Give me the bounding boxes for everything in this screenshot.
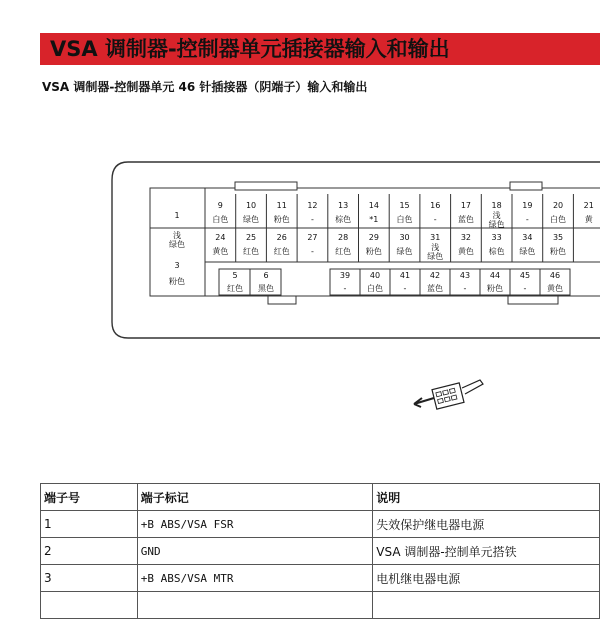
pin-number: 26 (276, 233, 287, 242)
pin-color: 白色 (396, 215, 413, 224)
pin-color: *1 (369, 215, 379, 224)
plug-cable (462, 380, 483, 394)
cell-description: 失效保护继电器电源 (373, 511, 600, 538)
cell-pin-label: +B ABS/VSA MTR (137, 565, 372, 592)
pin-number: 16 (430, 201, 441, 210)
pin-number: 44 (489, 271, 501, 280)
header-pin-label: 端子标记 (137, 484, 372, 511)
pin-color: 蓝色 (427, 284, 443, 293)
pin-number: 39 (339, 271, 351, 280)
pin-color: - (311, 215, 314, 224)
latch-tab (508, 296, 558, 304)
pin-number: 24 (215, 233, 226, 242)
latch-tab (510, 182, 542, 190)
pin-color: 红色 (227, 284, 243, 293)
page-title-bar (40, 33, 600, 65)
pin-number: 13 (338, 201, 349, 210)
pin-color: 绿色 (488, 220, 505, 229)
pin-number: 18 (491, 201, 502, 210)
pin-color: 红色 (335, 247, 352, 256)
pin-color: - (525, 215, 529, 224)
pin-number: 30 (399, 233, 410, 242)
pin-number: 43 (459, 271, 471, 280)
table-row (41, 511, 600, 538)
pin-color: 红色 (273, 247, 290, 256)
cell-description: VSA 调制器-控制单元搭铁 (373, 538, 600, 565)
pin-color: 绿色 (243, 215, 260, 224)
pin-color: 粉色 (169, 277, 185, 286)
pin-number: 21 (583, 201, 594, 210)
pin-color: 粉色 (550, 247, 567, 256)
pin-color: - (463, 284, 467, 293)
pin-color: 浅 (492, 211, 501, 220)
pin-table (40, 483, 600, 619)
pin-number: 40 (369, 271, 381, 280)
page-subtitle: VSA 调制器-控制器单元 46 针插接器（阴端子）输入和输出 (42, 80, 368, 94)
pin-color: 黄 (584, 215, 593, 224)
cell-pin-number: 1 (41, 511, 138, 538)
latch-tab (268, 296, 296, 304)
pin-number: 46 (549, 271, 561, 280)
pin-color: - (523, 284, 527, 293)
pin-number: 1 (174, 211, 180, 220)
pin-color: 白色 (367, 284, 383, 293)
pin-color: 黄色 (212, 247, 229, 256)
header-description: 说明 (373, 484, 600, 511)
pin-number: 5 (232, 271, 238, 280)
plug-illustration (410, 372, 490, 412)
table-row-partial (41, 592, 600, 619)
pin-number: 31 (430, 233, 441, 242)
pin-color: 黄色 (457, 247, 474, 256)
pin-color: 蓝色 (457, 215, 474, 224)
pin-number: 35 (552, 233, 564, 242)
connector-svg (0, 150, 600, 350)
pin-color: 浅 (431, 243, 440, 252)
cell-description: 电机继电器电源 (373, 565, 600, 592)
pin-number: 28 (338, 233, 349, 242)
pin-number: 11 (276, 201, 287, 210)
pin-color: 粉色 (487, 284, 503, 293)
pin-number: 15 (399, 201, 410, 210)
pin-number: 34 (522, 233, 533, 242)
pin-color: 白色 (212, 215, 229, 224)
pin-number: 9 (217, 201, 223, 210)
pin-number: 6 (263, 271, 269, 280)
pin-number: 32 (460, 233, 472, 242)
pin-color: 绿色 (169, 240, 185, 249)
pin-color: 浅 (173, 231, 181, 240)
cell-pin-label: +B ABS/VSA FSR (137, 511, 372, 538)
pin-number: 27 (307, 233, 318, 242)
pin-color: 黑色 (258, 284, 274, 293)
cell-pin-number: 3 (41, 565, 138, 592)
pin-color: 黄色 (547, 284, 563, 293)
pin-color: 棕色 (335, 215, 352, 224)
pin-color: 绿色 (396, 247, 413, 256)
pin-number: 45 (519, 271, 531, 280)
pin-color: - (403, 284, 407, 293)
pin-number: 25 (245, 233, 257, 242)
pin-color: 粉色 (365, 247, 382, 256)
pin-color: 粉色 (273, 215, 290, 224)
arrow-icon (414, 398, 434, 407)
cell-pin-number: 2 (41, 538, 138, 565)
pin-color: - (311, 247, 314, 256)
pin-number: 17 (460, 201, 472, 210)
pin-number: 14 (368, 201, 379, 210)
pin-number: 10 (245, 201, 257, 210)
table-header-row (41, 484, 600, 511)
pin-number: 42 (429, 271, 441, 280)
pin-number: 12 (307, 201, 318, 210)
pin-color: - (343, 284, 347, 293)
pin-color: - (433, 215, 437, 224)
pin-number: 20 (552, 201, 564, 210)
pin-color: 绿色 (519, 247, 536, 256)
cell-pin-label: GND (137, 538, 372, 565)
pin-color: 绿色 (427, 252, 444, 261)
pin-number: 3 (174, 261, 180, 270)
page-title: VSA 调制器-控制器单元插接器输入和输出 (50, 37, 450, 61)
latch-tab (235, 182, 297, 190)
table-row (41, 538, 600, 565)
header-pin-number: 端子号 (41, 484, 138, 511)
pin-number: 33 (491, 233, 502, 242)
pin-color: 白色 (550, 215, 567, 224)
pin-color: 棕色 (488, 247, 505, 256)
pin-number: 41 (399, 271, 411, 280)
pin-number: 29 (368, 233, 379, 242)
pin-number: 19 (522, 201, 533, 210)
table-row (41, 565, 600, 592)
connector-diagram (0, 150, 600, 350)
pin-color: 红色 (243, 247, 260, 256)
